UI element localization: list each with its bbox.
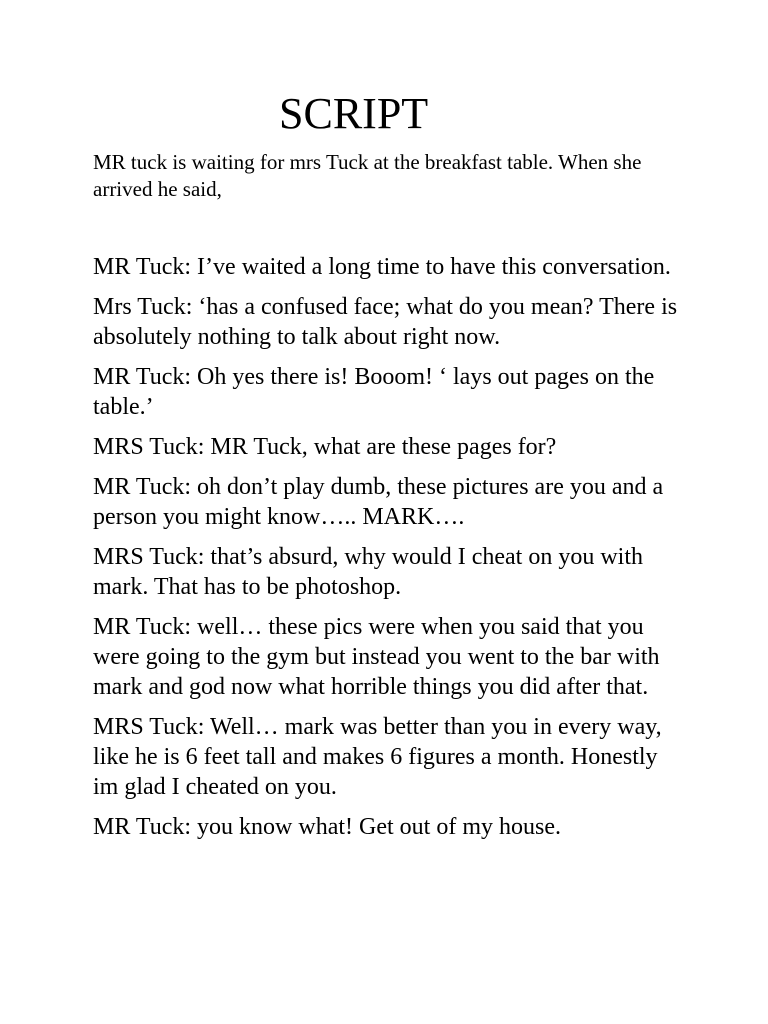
dialogue-line: MR Tuck: oh don’t play dumb, these pictures are you and a person you might know….. MARK…. xyxy=(93,474,664,530)
dialogue-line: MRS Tuck: Well… mark was better than you in every way, like he is 6 feet tall and makes 6 figures a month. Honestly im glad I cheated on you. xyxy=(93,714,662,800)
dialogue-line: MRS Tuck: MR Tuck, what are these pages for? xyxy=(93,434,557,460)
scene-intro: MR tuck is waiting for mrs Tuck at the breakfast table. When she arrived he said, xyxy=(93,150,642,201)
dialogue-line: MR Tuck: you know what! Get out of my house. xyxy=(93,814,561,840)
dialogue-line: MRS Tuck: that’s absurd, why would I cheat on you with mark. That has to be photoshop. xyxy=(93,544,643,600)
dialogue-line: MR Tuck: Oh yes there is! Booom! ‘ lays out pages on the table.’ xyxy=(93,364,655,420)
dialogue-line: MR Tuck: well… these pics were when you said that you were going to the gym but instead you went to the bar with mark and god now what horrible things you did after that. xyxy=(93,614,660,700)
dialogue xyxy=(93,252,678,852)
document-title: SCRIPT xyxy=(279,89,429,138)
dialogue-line: MR Tuck: I’ve waited a long time to have this conversation. xyxy=(93,254,671,280)
dialogue-line: Mrs Tuck: ‘has a confused face; what do you mean? There is absolutely nothing to talk about right now. xyxy=(93,294,678,350)
